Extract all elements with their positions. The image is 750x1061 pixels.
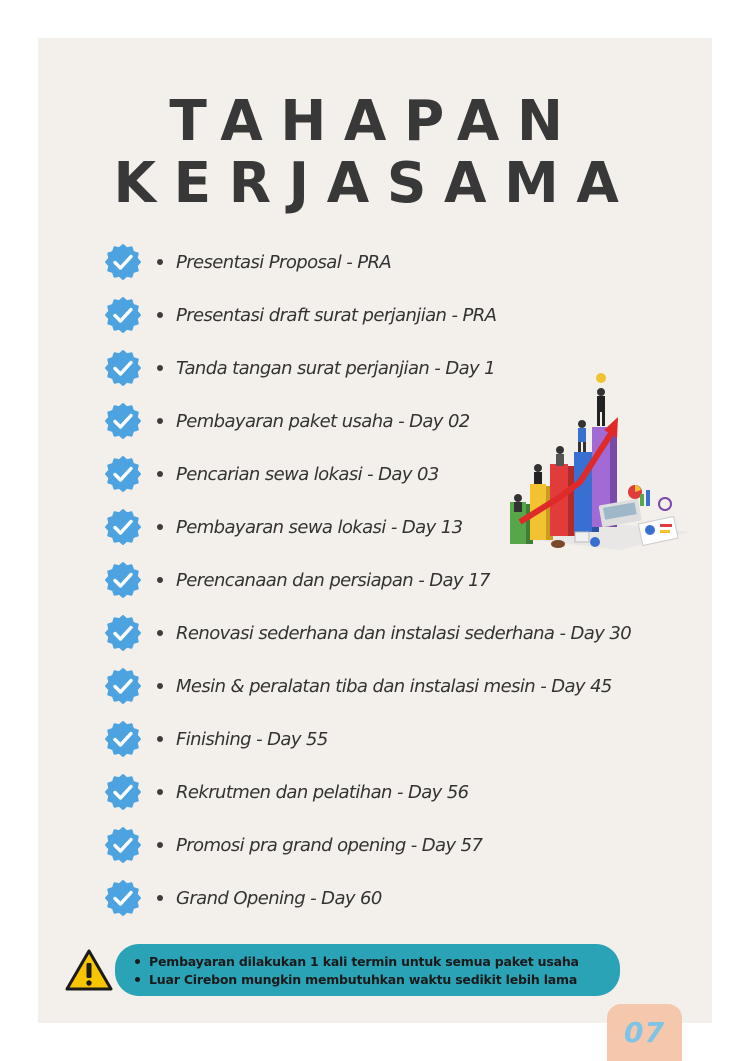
page-number: 07 xyxy=(624,1016,665,1049)
bullet-dot xyxy=(157,683,163,689)
step-label: Pencarian sewa lokasi - Day 03 xyxy=(176,463,439,485)
warning-triangle-icon xyxy=(64,948,114,992)
verified-check-icon xyxy=(105,297,141,333)
step-item xyxy=(105,825,665,865)
step-label: Pembayaran paket usaha - Day 02 xyxy=(176,410,470,432)
verified-check-icon xyxy=(105,456,141,492)
bullet-dot xyxy=(157,418,163,424)
bullet-dot xyxy=(135,959,140,964)
verified-check-icon xyxy=(105,403,141,439)
step-item xyxy=(105,666,665,706)
bullet-dot xyxy=(157,524,163,530)
bullet-dot xyxy=(157,842,163,848)
step-label: Presentasi Proposal - PRA xyxy=(176,251,392,273)
bullet-dot xyxy=(157,789,163,795)
verified-check-icon xyxy=(105,509,141,545)
step-item xyxy=(105,613,665,653)
step-label: Mesin & peralatan tiba dan instalasi mesin - Day 45 xyxy=(176,675,612,697)
step-item xyxy=(105,242,665,282)
step-item xyxy=(105,295,665,335)
step-label: Presentasi draft surat perjanjian - PRA xyxy=(176,304,497,326)
bullet-dot xyxy=(135,977,140,982)
page-title-line-1: TAHAPAN xyxy=(169,89,581,154)
step-label: Pembayaran sewa lokasi - Day 13 xyxy=(176,516,463,538)
note-item xyxy=(135,952,620,970)
step-item xyxy=(105,772,665,812)
bullet-dot xyxy=(157,895,163,901)
verified-check-icon xyxy=(105,615,141,651)
note-item xyxy=(135,970,620,988)
bullet-dot xyxy=(157,312,163,318)
bullet-dot xyxy=(157,577,163,583)
step-label: Rekrutmen dan pelatihan - Day 56 xyxy=(176,781,469,803)
bullet-dot xyxy=(157,471,163,477)
step-label: Tanda tangan surat perjanjian - Day 1 xyxy=(176,357,496,379)
business-growth-illustration xyxy=(500,372,695,552)
step-label: Renovasi sederhana dan instalasi sederhana - Day 30 xyxy=(176,622,632,644)
page-title-line-2: KERJASAMA xyxy=(113,151,637,216)
step-label: Promosi pra grand opening - Day 57 xyxy=(176,834,483,856)
note-text: Pembayaran dilakukan 1 kali termin untuk semua paket usaha xyxy=(149,953,579,969)
page-number-tab xyxy=(607,1004,682,1061)
verified-check-icon xyxy=(105,827,141,863)
step-item xyxy=(105,560,665,600)
step-label: Grand Opening - Day 60 xyxy=(176,887,382,909)
verified-check-icon xyxy=(105,350,141,386)
verified-check-icon xyxy=(105,721,141,757)
verified-check-icon xyxy=(105,244,141,280)
step-item xyxy=(105,719,665,759)
verified-check-icon xyxy=(105,774,141,810)
bullet-dot xyxy=(157,736,163,742)
bullet-dot xyxy=(157,365,163,371)
verified-check-icon xyxy=(105,668,141,704)
notes-box xyxy=(115,944,620,996)
verified-check-icon xyxy=(105,562,141,598)
step-label: Finishing - Day 55 xyxy=(176,728,328,750)
bullet-dot xyxy=(157,259,163,265)
note-text: Luar Cirebon mungkin membutuhkan waktu sedikit lebih lama xyxy=(149,971,578,987)
step-label: Perencanaan dan persiapan - Day 17 xyxy=(176,569,490,591)
verified-check-icon xyxy=(105,880,141,916)
bullet-dot xyxy=(157,630,163,636)
step-item xyxy=(105,878,665,918)
